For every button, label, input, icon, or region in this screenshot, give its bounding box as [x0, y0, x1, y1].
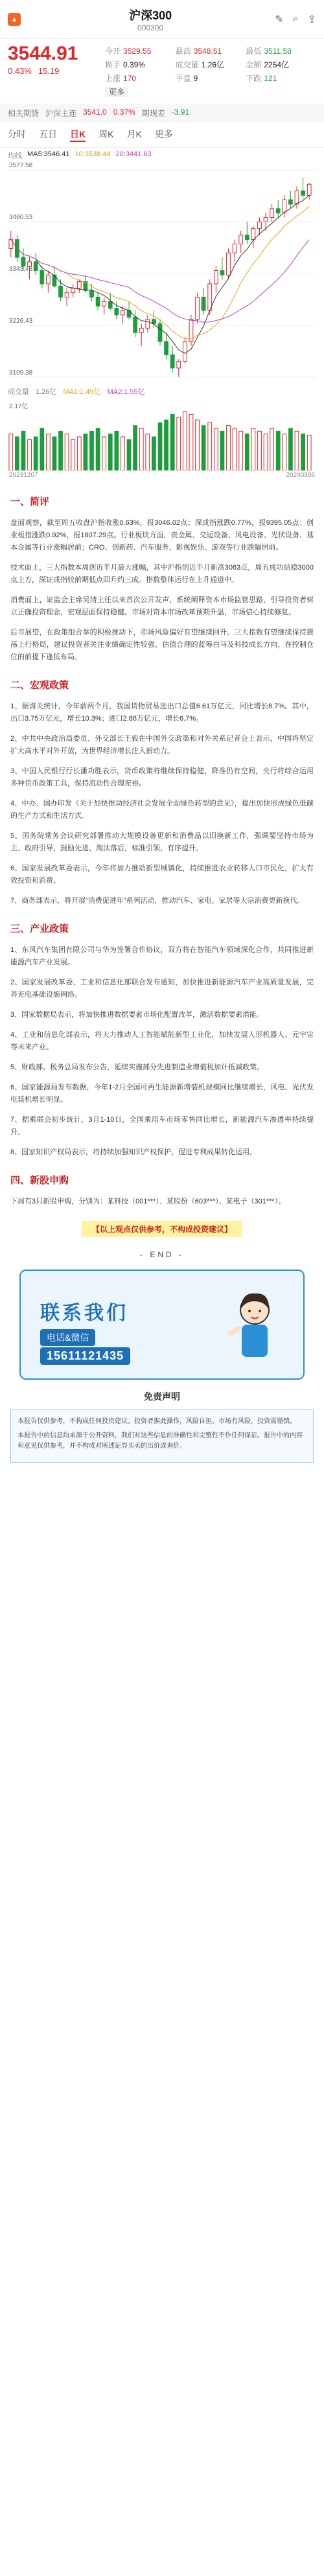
candle-body: [289, 200, 293, 204]
volume-bar: [46, 434, 50, 470]
volume-bar: [108, 434, 112, 470]
contact-title: 联系我们: [40, 1303, 128, 1324]
quote-field-value: 3529.55: [123, 47, 152, 56]
volume-bar: [146, 434, 150, 470]
stock-code: 000300: [137, 23, 164, 32]
volume-bar: [227, 426, 231, 470]
disclaimer-box: [10, 1410, 314, 1463]
volume-bar: [115, 431, 119, 470]
quote-field-value: 3511.58: [264, 47, 292, 56]
disclaimer-title: 免责声明: [144, 1391, 180, 1402]
quote-field-label: 成交量: [175, 60, 199, 69]
page-title: 沪深300: [129, 8, 172, 22]
edit-icon[interactable]: ✎: [275, 14, 284, 25]
candle-body: [158, 324, 162, 342]
volume-bar: [21, 431, 25, 470]
volume-max-label: 2.17亿: [9, 403, 29, 410]
candle-body: [21, 257, 25, 266]
volume-bar: [71, 439, 75, 470]
quote-field: [176, 59, 246, 70]
change-amount: 15.19: [38, 66, 60, 76]
candle-body: [214, 271, 218, 284]
paragraph: 4、中办、国办印发《关于加快推动经济社会发展全面绿色转型的意见》，提出加快形成绿色低碳的生产方式和生活方式。: [10, 800, 314, 820]
quote-field-label: 金额: [246, 60, 262, 69]
candle-body: [177, 362, 181, 368]
paragraph: 后市展望，在政策组合拳的积极推动下，市场风险偏好有望继续回升。三大指数有望继续保持震荡上行格局，建议投资者关注业绩确定性较强、估值合理的蓝筹白马及科技成长方向，在控制仓位的前提下逢低布局。: [10, 629, 314, 661]
volume-bar: [59, 431, 63, 470]
quote-field: [246, 59, 316, 70]
tab-period[interactable]: 月K: [126, 129, 142, 139]
candle-body: [245, 235, 249, 240]
tab-period[interactable]: 周K: [98, 129, 114, 139]
paragraph: 7、据乘联会初步统计，3月1-10日，全国乘用车市场零售同比增长，新能源汽车渗透率持续提升。: [10, 1116, 314, 1136]
x-axis-labels: [0, 470, 324, 480]
paragraph: 5、财政部、税务总局发布公告，延续实施部分先进制造业增值税加计抵减政策。: [10, 1063, 264, 1071]
header-icons: [275, 13, 316, 26]
volume-legend: [0, 384, 324, 399]
quote-field-label: 今开: [105, 47, 121, 56]
tab-period[interactable]: 更多: [154, 129, 173, 139]
candle-body: [133, 317, 137, 332]
volume-label: 成交量: [8, 388, 29, 396]
paragraph: 6、国家发展改革委表示，今年将加力推动新型城镇化，持续推进农业转移人口市民化，扩大有效投资和消费。: [10, 864, 314, 885]
volume-bar: [40, 428, 44, 470]
ma20-value: 20:3441.63: [115, 150, 152, 158]
volume-bar: [139, 428, 143, 470]
candle-body: [233, 244, 237, 253]
contact-phone[interactable]: 15611121435: [40, 1347, 130, 1365]
quote-field-value: 0.39%: [123, 60, 146, 69]
volume-bar: [96, 428, 100, 470]
x-label-end: 20240306: [286, 472, 315, 479]
candle-body: [183, 342, 187, 362]
paragraph: 3、中国人民银行行长潘功胜表示，货币政策将继续保持稳健，降准仍有空间，央行将综合运用多种货币政策工具，保持流动性合理充裕。: [10, 767, 314, 787]
change-pct: 0.43%: [8, 66, 32, 76]
volume-bar: [127, 439, 131, 470]
paragraph: 1、东风汽车集团有限公司与华为签署合作协议，双方将在智能汽车领域深化合作，共同推进新能源汽车产业发展。: [10, 946, 314, 966]
volume-bar: [165, 420, 168, 470]
ma10-value: 10:3538.44: [75, 150, 111, 158]
volume-bar: [121, 437, 125, 470]
candle-body: [270, 209, 274, 218]
quote-field: [176, 73, 246, 84]
candle-body: [301, 191, 305, 196]
paragraph: 3、国家数据局表示，将加快推进数据要素市场化配置改革，激活数据要素潜能。: [10, 1011, 264, 1019]
quote-field: [105, 73, 176, 84]
paragraph: 5、国务院常务会议研究部署推动大规模设备更新和消费品以旧换新工作，强调要坚持市场为主、政府引导，鼓励先进、淘汰落后，标准引领、有序提升。: [10, 832, 314, 852]
paragraph: 4、工业和信息化部表示，将大力推动人工智能赋能新型工业化，加快发展人形机器人、元宇宙等未来产业。: [10, 1031, 314, 1051]
volume-bar: [183, 412, 187, 470]
volume-bar: [220, 431, 224, 470]
volume-ma2: MA2:1.55亿: [107, 388, 145, 396]
tab-period[interactable]: 五日: [39, 129, 57, 139]
share-icon[interactable]: ⇪: [307, 14, 316, 25]
candle-body: [34, 262, 38, 271]
y-axis-label: 3109.38: [9, 369, 33, 377]
app-header: [0, 0, 324, 39]
app-logo-icon: ▲: [8, 13, 21, 26]
candle-body: [307, 184, 311, 195]
candle-body: [59, 286, 63, 297]
candle-body: [115, 308, 119, 315]
contact-card: [19, 1270, 305, 1380]
candle-body: [276, 209, 280, 213]
paragraph: 6、国家能源局发布数据，今年1-2月全国可再生能源新增装机规模同比继续增长，风电、光伏发电装机增长明显。: [10, 1084, 314, 1104]
candle-body: [65, 293, 69, 297]
volume-value: 1.26亿: [36, 388, 57, 396]
candle-body: [170, 354, 174, 368]
futures-strip-item: 相关期货: [8, 109, 40, 118]
candle-body: [96, 297, 100, 307]
volume-bar: [295, 431, 299, 470]
volume-bar: [307, 435, 311, 470]
quote-field: [105, 59, 176, 70]
volume-bar: [202, 426, 205, 470]
paragraph: 2、国家发展改革委、工业和信息化部联合发布通知，加快推进新能源汽车产业高质量发展，完善充电基础设施网络。: [10, 979, 314, 999]
disclaimer-paragraph: 本报告中的信息均来源于公开资料，我们对这些信息的准确性和完整性不作任何保证。报告中的内容和意见仅供参考，并不构成对所述证券买卖的出价或询价。: [17, 1432, 303, 1450]
candle-body: [46, 275, 50, 284]
futures-strip-item: 沪深主连: [45, 109, 77, 118]
candle-body: [108, 301, 112, 308]
quote-field-label: 平盘: [175, 74, 191, 83]
paragraph: 1、据海关统计，今年前两个月，我国货物贸易进出口总值6.61万亿元，同比增长8.7%。其中，出口3.75万亿元，增长10.3%；进口2.86万亿元，增长6.7%。: [10, 702, 314, 723]
quote-panel: [0, 39, 324, 101]
paragraph: 8、国家知识产权局表示，将持续加强知识产权保护，促进专利成果转化运用。: [10, 1148, 257, 1156]
end-mark: - END -: [140, 1250, 184, 1259]
candle-body: [227, 253, 231, 275]
volume-bar: [283, 434, 286, 470]
quote-field-grid: [105, 43, 316, 97]
candle-body: [165, 342, 168, 355]
section-title: 二、宏观政策: [10, 680, 69, 691]
quote-field-value: 2254亿: [264, 60, 290, 69]
quote-field: [246, 45, 316, 56]
quote-field-label: 上涨: [105, 74, 121, 83]
candle-body: [40, 271, 44, 284]
volume-bar: [233, 428, 237, 470]
quote-field-label: 下跌: [246, 74, 262, 83]
candle-body: [196, 297, 200, 319]
quote-more-button[interactable]: 更多: [105, 87, 128, 97]
section-title: 三、产业政策: [10, 923, 69, 934]
futures-strip-item: 期现差: [141, 109, 165, 118]
volume-svg: [8, 399, 316, 470]
reference-note: 【以上观点仅供参考，不构成投资建议】: [82, 1221, 242, 1237]
section-title: 一、简评: [10, 496, 50, 507]
article-body: [0, 494, 324, 1208]
volume-bar: [189, 414, 193, 470]
paragraph: 消费面上，证监会主席吴清上任以来首次公开发声，系统阐释资本市场监管思路，引导投资者树立正确投资理念，宏观层面保持稳健。市场对资本市场改革预期升温，市场信心持续修复。: [10, 596, 314, 616]
ma5-value: MA5:3546.41: [27, 150, 70, 158]
quote-field-value: 121: [264, 74, 277, 83]
quote-field-label: 换手: [105, 60, 121, 69]
volume-bar: [276, 431, 280, 470]
volume-bar: [9, 434, 13, 470]
volume-bar: [28, 439, 32, 470]
disclaimer-paragraph: 本报告仅供参考，不构成任何投资建议。投资者据此操作，风险自担。市场有风险，投资需谨慎。: [17, 1418, 296, 1425]
candle-body: [251, 229, 255, 240]
volume-bar: [208, 423, 212, 470]
x-label-start: 20231207: [9, 472, 38, 479]
volume-bar: [52, 437, 56, 470]
volume-bar: [258, 431, 262, 470]
candle-body: [239, 235, 243, 244]
ma-legend: [0, 148, 324, 163]
volume-bar: [177, 417, 181, 470]
candle-body: [202, 297, 205, 311]
section-title: 四、新股申购: [10, 1175, 69, 1186]
volume-bar: [133, 426, 137, 470]
quote-more-cell: [105, 86, 176, 97]
volume-bar: [270, 428, 274, 470]
volume-bar: [245, 434, 249, 470]
paragraph: 7、商务部表示，将开展“消费促进年”系列活动，推动汽车、家电、家居等大宗消费更新换代。: [10, 897, 305, 905]
volume-bar: [90, 431, 94, 470]
candle-body: [102, 301, 106, 306]
candlestick-chart[interactable]: [8, 163, 316, 384]
futures-strip-item: 0.37%: [113, 108, 135, 117]
volume-bar: [77, 437, 81, 470]
candle-body: [208, 284, 212, 310]
y-axis-label: 3460.53: [9, 214, 33, 221]
paragraph: 2、中共中央政治局委员、外交部长王毅在中国外交政策和对外关系记者会上表示，中国将坚定扩大高水平对外开放，为世界经济增长注入新动力。: [10, 735, 314, 755]
candle-body: [295, 191, 299, 205]
candle-body: [71, 288, 75, 293]
volume-bar: [196, 420, 200, 470]
girl-illustration-icon: [219, 1287, 290, 1365]
change-row: [8, 66, 105, 76]
candle-body: [258, 222, 262, 228]
quote-field: [246, 73, 316, 84]
volume-bar: [214, 428, 218, 470]
volume-bar: [16, 437, 19, 470]
ma-label: 均线: [8, 152, 22, 160]
volume-bar: [84, 434, 87, 470]
volume-bar: [264, 434, 268, 470]
quote-field-label: 最高: [175, 47, 191, 56]
volume-bar: [251, 428, 255, 470]
candle-body: [121, 310, 125, 315]
candle-body: [152, 319, 156, 324]
volume-bar: [152, 437, 156, 470]
volume-bar: [239, 431, 243, 470]
period-tabs: [0, 122, 324, 148]
ma10-line: [11, 206, 309, 339]
volume-bar: [301, 434, 305, 470]
volume-chart[interactable]: [8, 399, 316, 470]
tab-period[interactable]: 分时: [8, 129, 26, 139]
paragraph: 技术面上，三大指数本周创近半月最大涨幅，其中沪指创近半月新高3063点，周五成功站稳3000点上方，深证成指较前期低点回升约三成。指数整体运行在上升通道中。: [10, 564, 314, 584]
candle-body: [139, 328, 143, 332]
paragraph: 盘面观察，截至周五收盘沪指收涨0.63%，报3046.02点；深成指涨跌0.77%，报9395.05点；创业板指涨跌0.92%，报1807.29点。行业板块方面，贵金属、交运设备、风电设备、光伏设备、基本金属等行业涨幅居前；CRO、创新药、汽车服务、影视娱乐、游戏等行业跌幅居前。: [10, 519, 314, 551]
quote-field: [105, 45, 176, 56]
y-axis-label: 3343.48: [9, 266, 33, 273]
contact-subtitle: 电话&微信: [40, 1329, 95, 1346]
quote-field-value: 1.26亿: [201, 60, 225, 69]
candle-body: [77, 282, 81, 288]
quote-field-label: 最低: [246, 47, 262, 56]
y-axis-label: 3226.43: [9, 318, 33, 325]
title-wrap: [26, 6, 275, 32]
volume-bar: [158, 423, 162, 470]
candle-body: [264, 218, 268, 222]
quote-field-value: 3548.51: [193, 47, 222, 56]
search-icon[interactable]: ⌕: [292, 12, 299, 24]
volume-bar: [170, 414, 174, 470]
candlestick-svg: [8, 163, 316, 384]
quote-field-value: 9: [193, 74, 198, 83]
paragraph: 下周有3只新股申购，分别为：某科技（001***）、某股份（603***）、某电子（301***）。: [10, 1198, 286, 1205]
related-futures-strip[interactable]: [0, 104, 324, 122]
last-price: 3544.91: [8, 43, 78, 64]
volume-bar: [65, 434, 69, 470]
note-wrap: [0, 1221, 324, 1237]
quote-price-block: [8, 43, 105, 97]
futures-strip-item: 3541.0: [83, 108, 107, 117]
volume-ma1: MA1:1.49亿: [63, 388, 101, 396]
volume-bar: [289, 428, 293, 470]
tab-period[interactable]: 日K: [70, 128, 86, 142]
volume-bar: [34, 437, 38, 470]
quote-field: [176, 45, 246, 56]
futures-strip-item: -3.91: [171, 108, 190, 117]
candle-body: [146, 319, 150, 329]
candle-body: [220, 271, 224, 275]
candle-body: [90, 290, 94, 297]
y-axis-label: 3577.58: [9, 162, 33, 169]
volume-bar: [102, 437, 106, 470]
quote-field-value: 170: [123, 74, 137, 83]
